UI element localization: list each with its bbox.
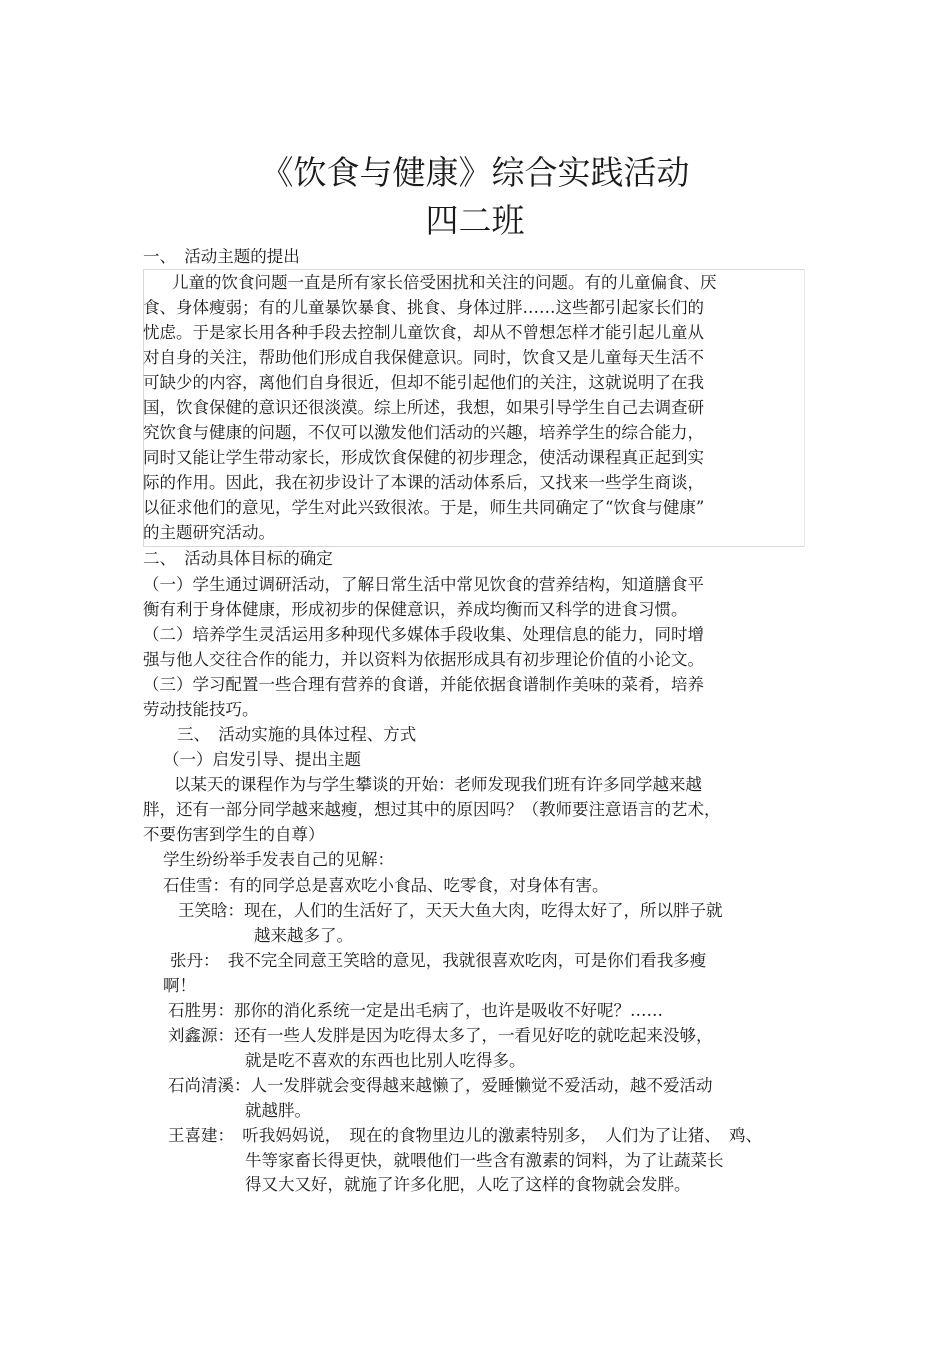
- dialogue-line: 啊！: [163, 976, 196, 995]
- section-heading-3: 三、 活动实施的具体过程、方式: [177, 725, 417, 744]
- paragraph-line: 食、身体瘦弱；有的儿童暴饮暴食、挑食、身体过胖……这些都引起家长们的: [143, 298, 704, 317]
- paragraph-line: 国，饮食保健的意识还很淡漠。综上所述，我想，如果引导学生自己去调查研: [143, 398, 704, 417]
- paragraph-line: 强与他人交往合作的能力，并以资料为依据形成具有初步理论价值的小论文。: [143, 650, 704, 669]
- paragraph-line: 究饮食与健康的问题，不仅可以激发他们活动的兴趣，培养学生的综合能力，: [143, 423, 704, 442]
- document-subtitle: 四二班: [425, 201, 525, 240]
- paragraph-line: 的主题研究活动。: [143, 523, 275, 542]
- paragraph-line: （三）学习配置一些合理有营养的食谱，并能依据食谱制作美味的菜肴，培养: [143, 675, 704, 694]
- section-heading-1: 一、 活动主题的提出: [143, 247, 300, 266]
- dialogue-line: 就越胖。: [245, 1101, 311, 1120]
- subsection-heading: （一）启发引导、提出主题: [163, 750, 361, 769]
- dialogue-line: 刘鑫源：还有一些人发胖是因为吃得太多了，一看见好吃的就吃起来没够，: [168, 1026, 713, 1045]
- paragraph-line: 儿童的饮食问题一直是所有家长倍受困扰和关注的问题。有的儿童偏食、厌: [172, 273, 717, 292]
- paragraph-line: （二）培养学生灵活运用多种现代多媒体手段收集、处理信息的能力，同时增: [143, 625, 704, 644]
- dialogue-line: 王喜建： 听我妈妈说， 现在的食物里边儿的激素特别多， 人们为了让猪、 鸡、: [168, 1126, 762, 1145]
- paragraph-line: 以征求他们的意见，学生对此兴致很浓。于是，师生共同确定了“饮食与健康”: [143, 498, 705, 517]
- dialogue-line: 得又大又好，就施了许多化肥，人吃了这样的食物就会发胖。: [245, 1175, 691, 1194]
- paragraph-line: 可缺少的内容，离他们自身很近，但却不能引起他们的关注，这就说明了在我: [143, 373, 704, 392]
- dialogue-line: 石尚清溪：人一发胖就会变得越来越懒了，爱睡懒觉不爱活动，越不爱活动: [168, 1076, 713, 1095]
- paragraph-line: （一）学生通过调研活动，了解日常生活中常见饮食的营养结构，知道膳食平: [143, 575, 704, 594]
- paragraph-line: 同时又能让学生带动家长，形成饮食保健的初步理念，使活动课程真正起到实: [143, 448, 704, 467]
- dialogue-line: 石胜男：那你的消化系统一定是出毛病了，也许是吸收不好呢？……: [168, 1001, 663, 1020]
- dialogue-line: 王笑晗：现在，人们的生活好了，天天大鱼大肉，吃得太好了，所以胖子就: [178, 901, 723, 920]
- paragraph-line: 以某天的课程作为与学生攀谈的开始：老师发现我们班有许多同学越来越: [174, 775, 702, 794]
- paragraph-line: 衡有利于身体健康，形成初步的保健意识，养成均衡而又科学的进食习惯。: [143, 600, 688, 619]
- dialogue-line: 就是吃不喜欢的东西也比别人吃得多。: [245, 1051, 526, 1070]
- paragraph-line: 胖，还有一部分同学越来越瘦，想过其中的原因吗？（教师要注意语言的艺术，: [143, 800, 721, 819]
- paragraph-line: 学生纷纷举手发表自己的见解：: [163, 850, 394, 869]
- paragraph-line: 劳动技能技巧。: [143, 700, 259, 719]
- paragraph-line: 忧虑。于是家长用各种手段去控制儿童饮食，却从不曾想怎样才能引起儿童从: [143, 323, 704, 342]
- dialogue-line: 牛等家畜长得更快，就喂他们一些含有激素的饲料，为了让蔬菜长: [245, 1151, 724, 1170]
- dialogue-line: 石佳雪：有的同学总是喜欢吃小食品、吃零食，对身体有害。: [163, 876, 609, 895]
- section-heading-2: 二、 活动具体目标的确定: [143, 549, 333, 568]
- paragraph-line: 不要伤害到学生的自尊）: [143, 825, 325, 844]
- dialogue-line: 越来越多了。: [254, 926, 353, 945]
- paragraph-line: 际的作用。因此，我在初步设计了本课的活动体系后，又找来一些学生商谈，: [143, 473, 704, 492]
- paragraph-line: 对自身的关注，帮助他们形成自我保健意识。同时，饮食又是儿童每天生活不: [143, 348, 704, 367]
- document-title: 《饮食与健康》综合实践活动: [260, 153, 690, 192]
- dialogue-line: 张丹： 我不完全同意王笑晗的意见，我就很喜欢吃肉，可是你们看我多瘦: [170, 951, 707, 970]
